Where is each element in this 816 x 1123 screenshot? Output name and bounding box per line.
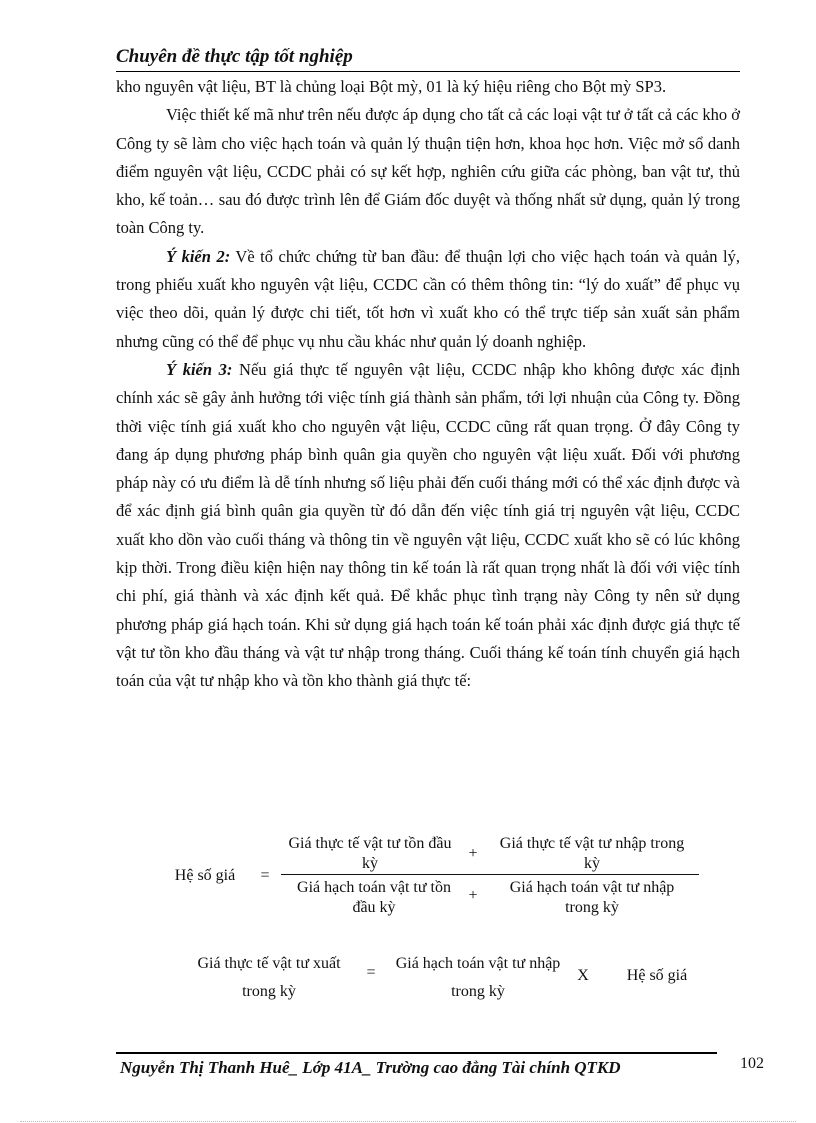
document-body xyxy=(116,73,740,696)
opinion-2-text: Về tổ chức chứng từ ban đầu: để thuận lợi cho việc hạch toán và quản lý, trong phiếu xuất kho nguyên vật liệu, CCDC cần có thêm thông tin: “lý do xuất” để phục vụ việc theo dõi, quản lý được chi tiết, tốt hơn vì xuất kho có thể trực tiếp sản xuất sản phẩm nhưng cũng có thể để phục vụ nhu cầu khác như quản lý doanh nghiệp. xyxy=(116,246,740,351)
formula-1-denominator-right: Giá hạch toán vật tư nhập trong kỳ xyxy=(509,879,675,916)
paragraph-2: Việc thiết kế mã như trên nếu được áp dụng cho tất cả các loại vật tư ở tất cả các kho ở Công ty sẽ làm cho việc hạch toán và quản lý thuận tiện hơn, khoa học hơn. Việc mở sổ danh điểm nguyên vật liệu, CCDC phải có sự kết hợp, nghiên cứu giữa các phòng, ban vật tư, thủ kho, kế toản… sau đó được trình lên để Giám đốc duyệt và thống nhất sử dụng, quản lý trong toàn Công ty. xyxy=(116,105,740,238)
footer-divider xyxy=(116,1052,717,1054)
formula-2-rhs: Giá hạch toán vật tư nhập trong kỳ xyxy=(395,955,561,1000)
formula-1-numerator-left: Giá thực tế vật tư tồn đầu kỳ xyxy=(288,835,452,872)
formula-1-numerator-right: Giá thực tế vật tư nhập trong kỳ xyxy=(499,835,685,872)
paragraph-3 xyxy=(116,243,740,356)
formula-2-times: X xyxy=(577,967,589,984)
page-number: 102 xyxy=(740,1055,764,1072)
page-header-title: Chuyên đề thực tập tốt nghiệp xyxy=(116,46,353,67)
formula-2-equals: = xyxy=(366,964,376,981)
opinion-3-label: Ý kiến 3: xyxy=(166,359,233,379)
formula-1-denominator-plus: + xyxy=(468,887,478,904)
formula-1-lhs: Hệ số giá xyxy=(174,867,236,884)
paragraph-4 xyxy=(116,356,740,696)
paragraph-1: kho nguyên vật liệu, BT là chủng loại Bột mỳ, 01 là ký hiệu riêng cho Bột mỳ SP3. xyxy=(116,77,667,96)
opinion-2-label: Ý kiến 2: xyxy=(166,246,231,266)
page-bottom-border xyxy=(20,1121,796,1122)
formula-1-equals: = xyxy=(260,867,270,884)
formula-1-numerator-plus: + xyxy=(468,845,478,862)
footer-author: Nguyễn Thị Thanh Huê_ Lớp 41A_ Trường cao đẳng Tài chính QTKD xyxy=(120,1058,621,1077)
opinion-3-text: Nếu giá thực tế nguyên vật liệu, CCDC nhập kho không được xác định chính xác sẽ gây ảnh hưởng tới việc tính giá thành sản phẩm, tới lợi nhuận của Công ty. Đồng thời việc tính giá xuất kho cho nguyên vật liệu, CCDC cũng rất quan trọng. Ở đây Công ty đang áp dụng phương pháp bình quân gia quyền cho nguyên vật liệu xuất. Đối với phương pháp này có ưu điểm là dễ tính nhưng số liệu phải đến cuối tháng mới có thể xác định được và để xác định giá bình quân gia quyền từ đó dẫn đến việc tính giá trị nguyên vật liệu, CCDC xuất kho dồn vào cuối tháng và thông tin về nguyên vật liệu, CCDC xuất kho sẽ có lúc không kịp thời. Trong điều kiện hiện nay thông tin kế toán là rất quan trọng nhất là đối với việc tính chi phí, giá thành và xác định kết quả. Để khắc phục tình trạng này Công ty nên sử dụng phương pháp giá hạch toán. Khi sử dụng giá hạch toán kế toán phải xác định được giá thực tế vật tư tồn kho đầu tháng và vật tư nhập trong tháng. Cuối tháng kế toán tính chuyển giá hạch toán của vật tư nhập kho và tồn kho thành giá thực tế: xyxy=(116,359,740,691)
header-divider xyxy=(116,71,740,72)
formula-1-fraction-line xyxy=(281,874,699,875)
formula-2-lhs: Giá thực tế vật tư xuất trong kỳ xyxy=(197,955,341,1000)
formula-1-denominator-left: Giá hạch toán vật tư tồn đầu kỳ xyxy=(297,879,451,916)
formula-2-factor: Hệ số giá xyxy=(626,967,688,984)
